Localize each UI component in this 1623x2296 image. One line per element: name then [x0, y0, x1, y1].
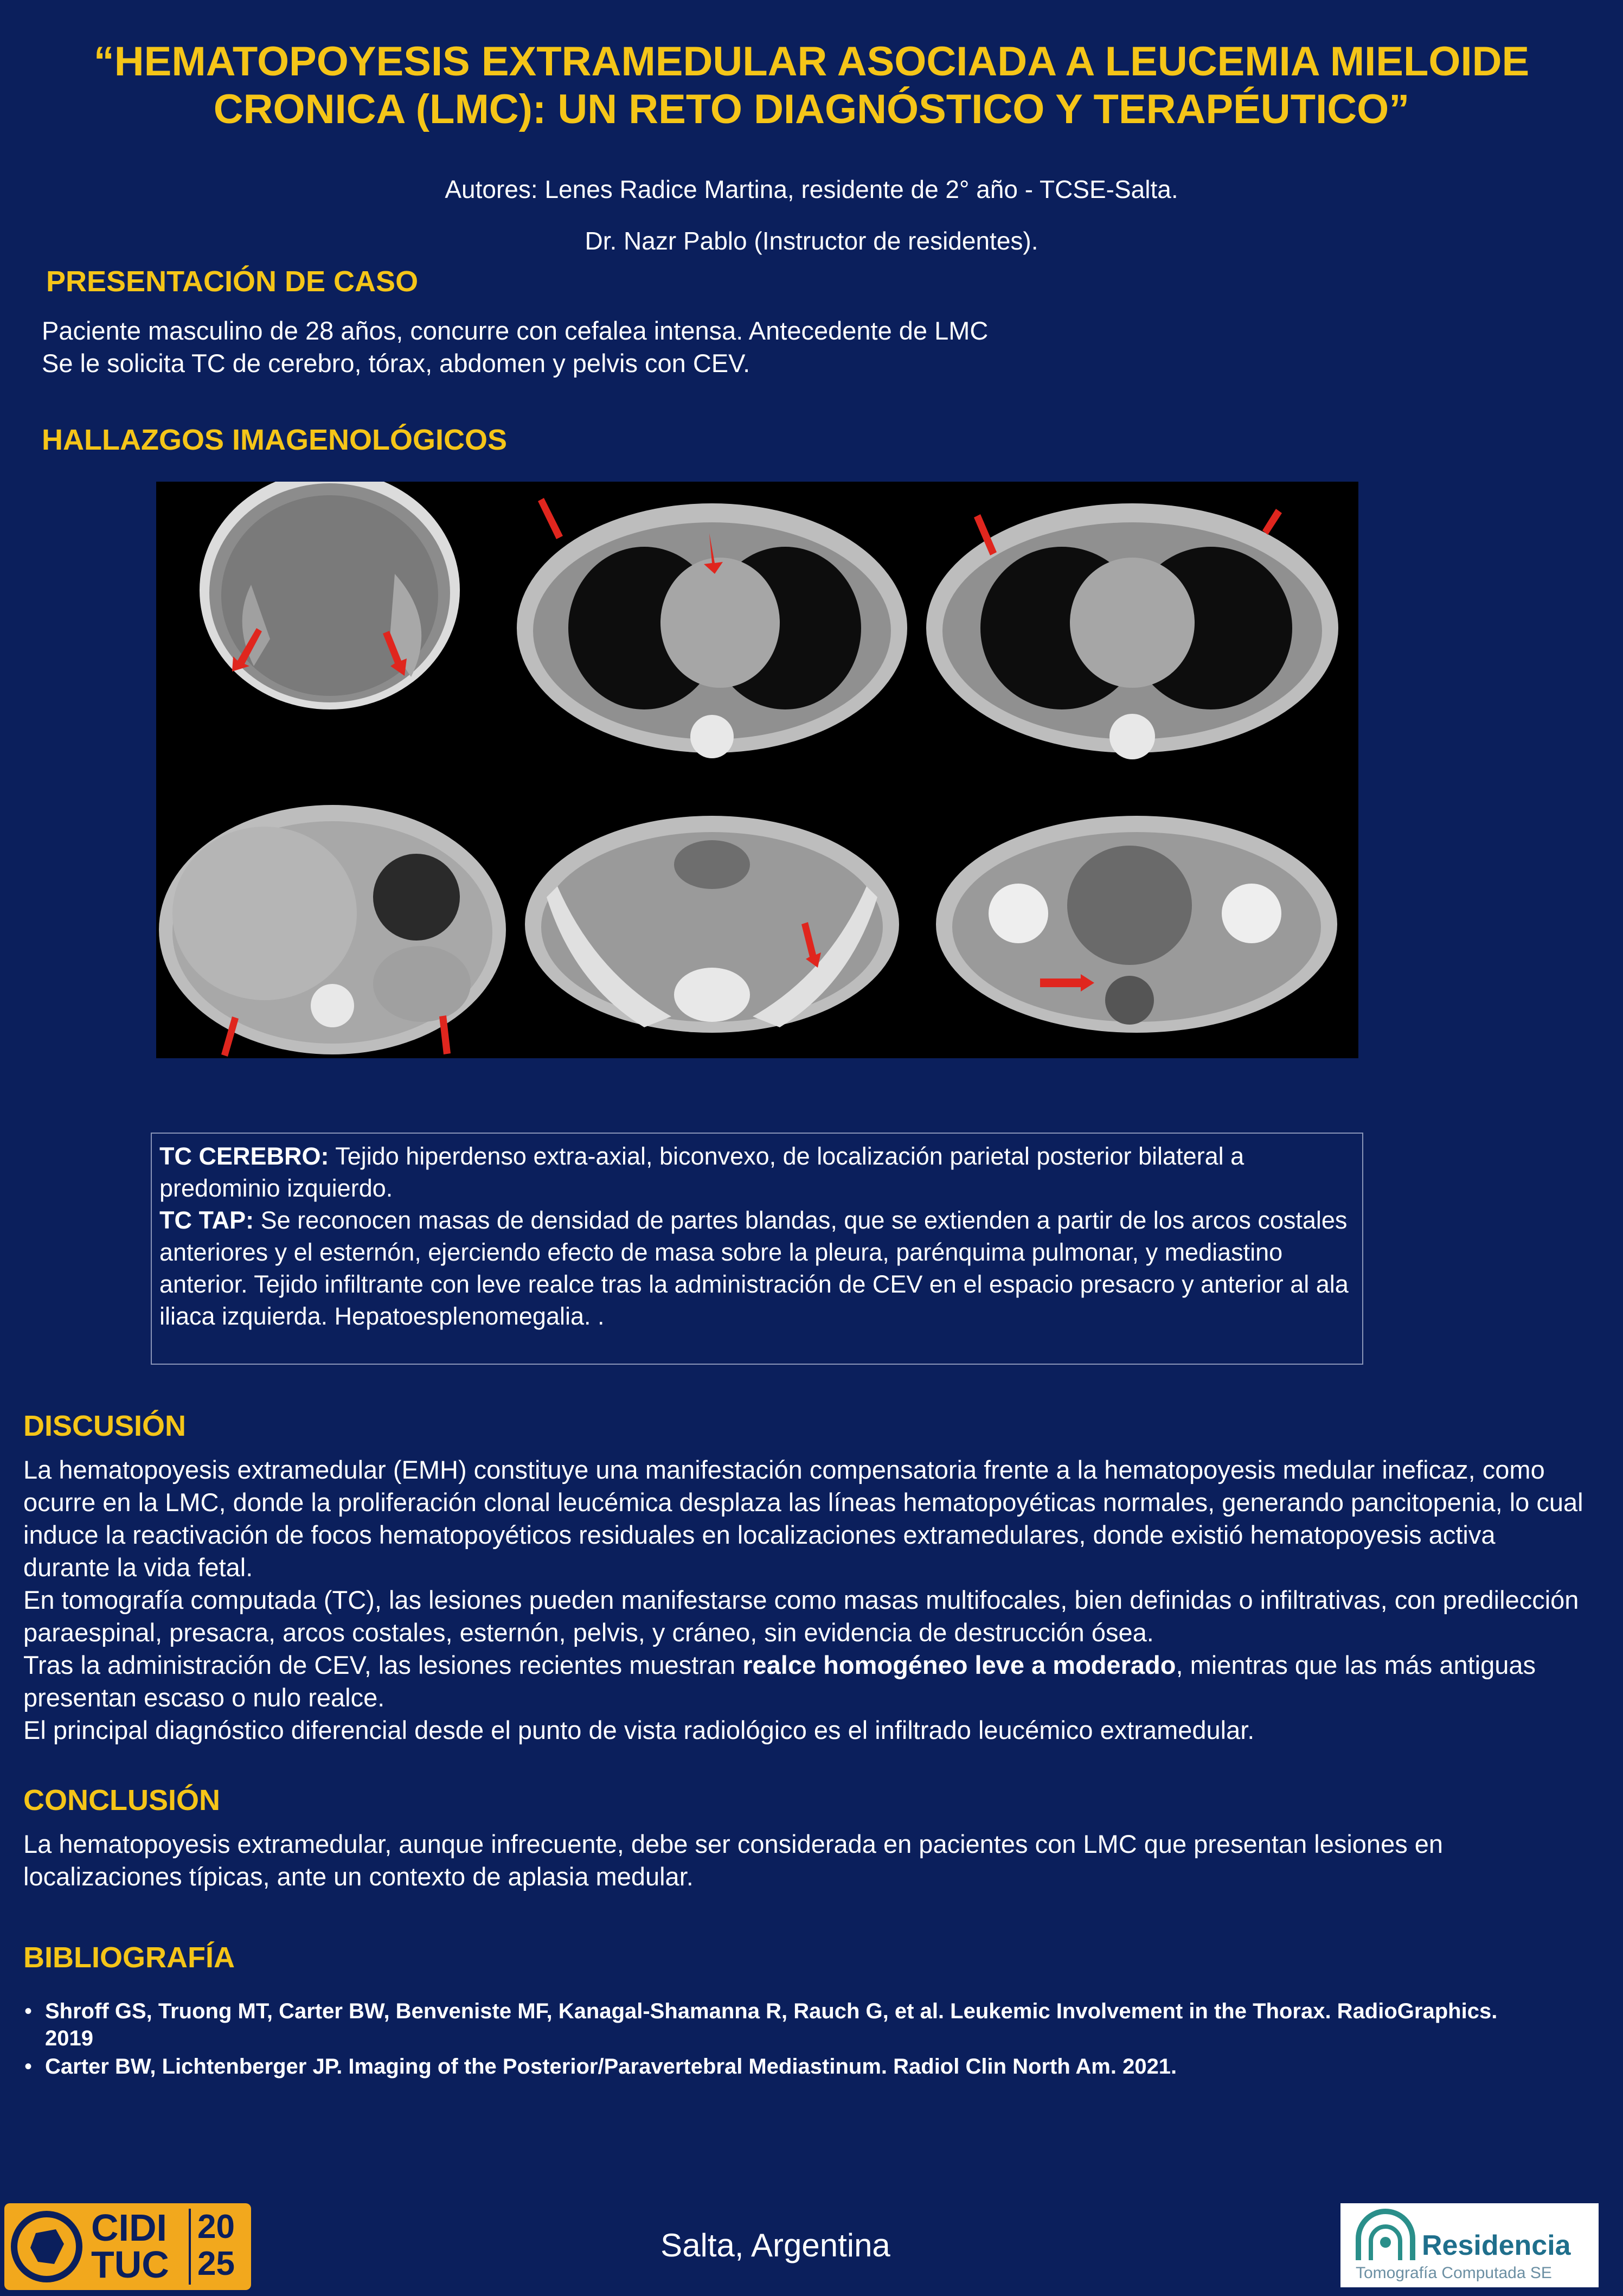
discussion-paragraph-3-emphasis: realce homogéneo leve a moderado — [742, 1651, 1176, 1679]
logo-year-bottom: 25 — [197, 2245, 235, 2282]
tap-finding-label: TC TAP: — [159, 1206, 254, 1234]
bibliography-list — [24, 1998, 1543, 2081]
brain-finding-label: TC CEREBRO: — [159, 1142, 329, 1170]
conclusion-text: La hematopoyesis extramedular, aunque infrecuente, debe ser considerada en pacientes con LMC que presentan lesiones en localizaciones típicas, ante un contexto de aplasia medular. — [23, 1830, 1444, 1891]
logo-cidi-text: CIDI — [91, 2207, 167, 2249]
bibliography-item: • Shroff GS, Truong MT, Carter BW, Benveniste MF, Kanagal-Shamanna R, Rauch G, et al. Leukemic Involvement in the Thorax. RadioGraphics. 2019 — [24, 1998, 1543, 2052]
case-heading: PRESENTACIÓN DE CASO — [46, 265, 419, 298]
brain-finding-text: Tejido hiperdenso extra-axial, biconvexo, de localización parietal posterior bilateral a predominio izquierdo. — [159, 1142, 1244, 1202]
discussion-body — [23, 1454, 1585, 1747]
findings-heading: HALLAZGOS IMAGENOLÓGICOS — [42, 424, 507, 456]
ct-thorax-image-2 — [915, 482, 1358, 789]
ct-abdomen-image — [156, 789, 509, 1058]
ct-thorax-image-1 — [509, 482, 915, 789]
ct-pelvis-image-1 — [509, 789, 915, 1058]
brain-finding — [159, 1140, 1355, 1204]
discussion-paragraph-3-end: , mientras que las más antiguas presentan escaso o nulo realce. — [23, 1651, 1536, 1712]
authors-line-2: Dr. Nazr Pablo (Instructor de residentes). — [585, 227, 1038, 255]
conclusion-heading: CONCLUSIÓN — [23, 1784, 220, 1817]
discussion-paragraph-3-start: Tras la administración de CEV, las lesiones recientes muestran — [23, 1651, 743, 1679]
residencia-logo-icon — [1350, 2209, 1421, 2268]
ct-brain-image — [156, 482, 509, 789]
bibliography-item: • Carter BW, Lichtenberger JP. Imaging of the Posterior/Paravertebral Mediastinum. Radiol Clin North Am. 2021. — [24, 2053, 1543, 2080]
residencia-logo-subtitle: Tomografía Computada SE — [1356, 2264, 1552, 2282]
findings-description-box — [151, 1133, 1363, 1365]
tap-finding — [159, 1204, 1355, 1332]
case-line-1: Paciente masculino de 28 años, concurre con cefalea intensa. Antecedente de LMC — [42, 316, 989, 345]
ct-image-montage — [156, 482, 1358, 1058]
logo-tuc-text: TUC — [91, 2243, 169, 2286]
authors-line-1: Autores: Lenes Radice Martina, residente de 2° año - TCSE-Salta. — [445, 175, 1178, 203]
discussion-paragraph-3 — [23, 1649, 1585, 1714]
tap-finding-text: Se reconocen masas de densidad de partes blandas, que se extienden a partir de los arcos costales anteriores y el esternón, ejerciendo efecto de masa sobre la pleura, parénquima pulmonar, y mediastino anterior. Tejido infiltrante con leve realce tras la administración de CEV en el espacio presacro y anterior al ala iliaca izquierda. Hepatoesplenomegalia. . — [159, 1206, 1349, 1330]
residencia-logo — [1340, 2203, 1599, 2287]
discussion-heading: DISCUSIÓN — [23, 1410, 187, 1442]
logo-year-top: 20 — [197, 2208, 235, 2246]
ct-pelvis-image-2 — [915, 789, 1358, 1058]
discussion-paragraph-1: La hematopoyesis extramedular (EMH) constituye una manifestación compensatoria frente a la hematopoyesis medular ineficaz, como ocurre en la LMC, donde la proliferación clonal leucémica desplaza las líneas hematopoyéticas normales, generando pancitopenia, lo cual induce la reactivación de focos hematopoyéticos residuales en localizaciones extramedulares, donde existió hematopoyesis activa durante la vida fetal. — [23, 1455, 1583, 1582]
residencia-logo-name: Residencia — [1422, 2230, 1571, 2261]
discussion-paragraph-4: El principal diagnóstico diferencial desde el punto de vista radiológico es el infiltrado leucémico extramedular. — [23, 1716, 1255, 1744]
discussion-paragraph-2: En tomografía computada (TC), las lesiones pueden manifestarse como masas multifocales, bien definidas o infiltrativas, con predilección paraespinal, presacra, arcos costales, esternón, pelvis, y cráneo, sin evidencia de destrucción ósea. — [23, 1585, 1579, 1647]
title-line-2: CRONICA (LMC): UN RETO DIAGNÓSTICO Y TERAPÉUTICO” — [213, 86, 1410, 132]
title-line-1: “HEMATOPOYESIS EXTRAMEDULAR ASOCIADA A LEUCEMIA MIELOIDE — [93, 39, 1530, 85]
case-line-2: Se le solicita TC de cerebro, tórax, abdomen y pelvis con CEV. — [42, 349, 750, 378]
footer-city: Salta, Argentina — [660, 2227, 890, 2263]
poster-title — [33, 38, 1590, 133]
bibliography-heading: BIBLIOGRAFÍA — [23, 1941, 235, 1974]
